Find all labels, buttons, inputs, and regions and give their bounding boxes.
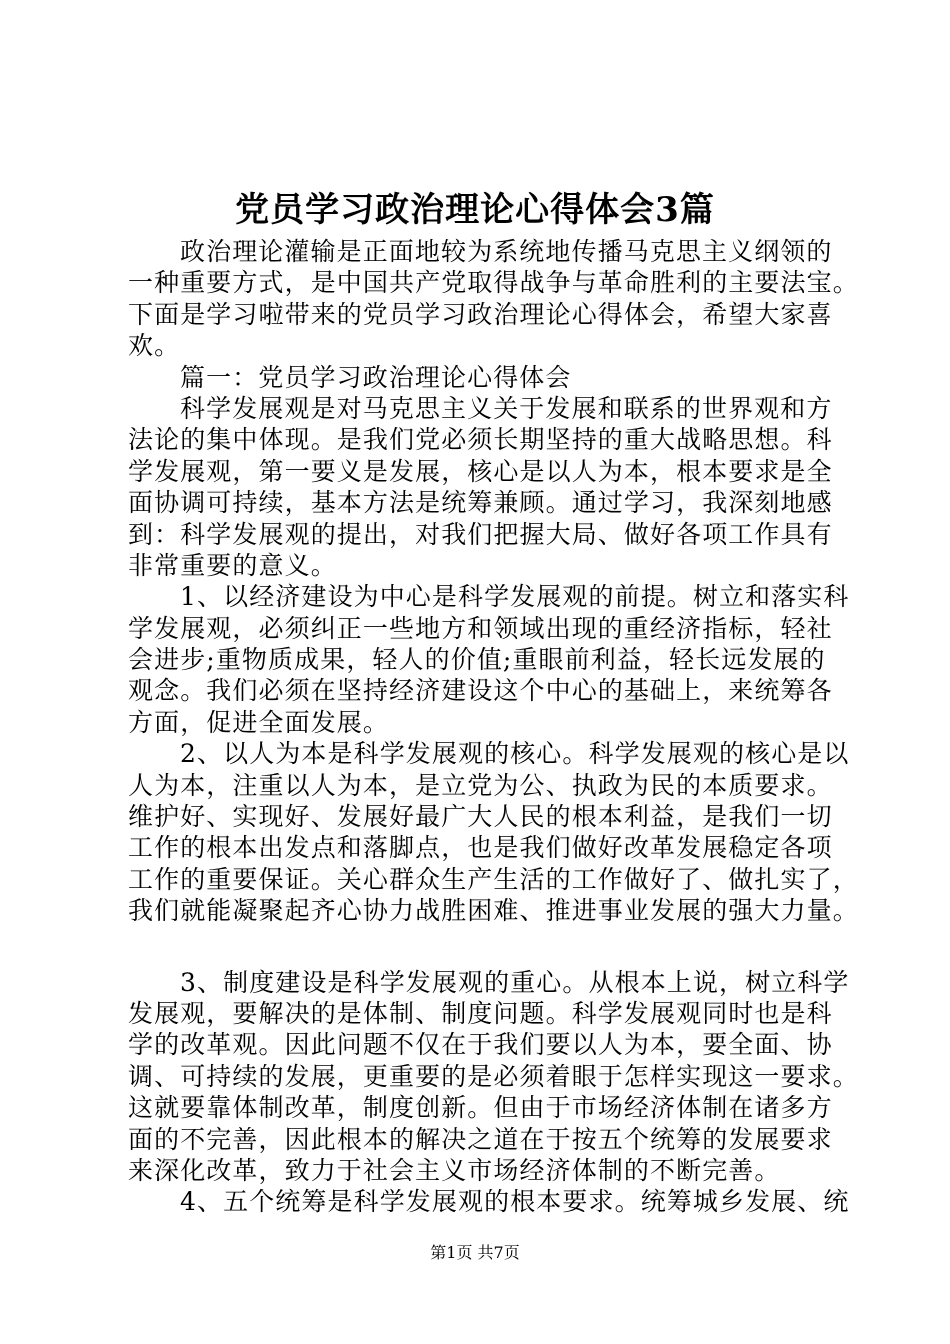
text-line: 3、制度建设是科学发展观的重心。从根本上说，树立科学 — [180, 967, 850, 997]
text-line: 发展观，要解决的是体制、制度问题。科学发展观同时也是科 — [128, 998, 833, 1028]
text-line: 法论的集中体现。是我们党必须长期坚持的重大战略思想。科 — [128, 425, 833, 455]
text-line: 调、可持续的发展，更重要的是必须着眼于怎样实现这一要求。 — [128, 1061, 859, 1091]
text-line: 到：科学发展观的提出，对我们把握大局、做好各项工作具有 — [128, 519, 833, 549]
text-line: 下面是学习啦带来的党员学习政治理论心得体会，希望大家喜 — [128, 299, 833, 329]
text-line: 来深化改革，致力于社会主义市场经济体制的不断完善。 — [128, 1155, 781, 1185]
text-line: 维护好、实现好、发展好最广大人民的根本利益，是我们一切 — [128, 802, 833, 832]
text-line: 一种重要方式，是中国共产党取得战争与革命胜利的主要法宝。 — [128, 268, 859, 298]
text-line: 科学发展观是对马克思主义关于发展和联系的世界观和方 — [180, 393, 833, 423]
text-line: 我们就能凝聚起齐心协力战胜困难、推进事业发展的强大力量。 — [128, 896, 859, 926]
text-line: 会进步;重物质成果，轻人的价值;重眼前利益，轻长远发展的 — [128, 645, 826, 675]
blank-line — [128, 927, 854, 967]
text-line: 4、五个统筹是科学发展观的根本要求。统筹城乡发展、统 — [180, 1187, 850, 1217]
text-line: 学的改革观。因此问题不仅在于我们要以人为本，要全面、协 — [128, 1030, 833, 1060]
text-line: 政治理论灌输是正面地较为系统地传播马克思主义纲领的 — [180, 237, 833, 266]
text-line: 工作的根本出发点和落脚点，也是我们做好改革发展稳定各项 — [128, 833, 833, 863]
text-line: 欢。 — [128, 331, 181, 361]
text-line: 工作的重要保证。关心群众生产生活的工作做好了、做扎实了， — [128, 864, 859, 894]
text-line: 2、以人为本是科学发展观的核心。科学发展观的核心是以 — [180, 739, 850, 769]
document-body — [128, 236, 859, 1218]
text-line: 这就要靠体制改革，制度创新。但由于市场经济体制在诸多方 — [128, 1093, 833, 1123]
text-line: 人为本，注重以人为本，是立党为公、执政为民的本质要求。 — [128, 770, 833, 800]
document-title: 党员学习政治理论心得体会3篇 — [235, 190, 715, 230]
text-line: 面的不完善，因此根本的解决之道在于按五个统筹的发展要求 — [128, 1124, 833, 1154]
text-line: 篇一：党员学习政治理论心得体会 — [180, 362, 572, 392]
text-line: 方面，促进全面发展。 — [128, 707, 390, 737]
text-line: 面协调可持续，基本方法是统筹兼顾。通过学习，我深刻地感 — [128, 488, 833, 518]
text-line: 观念。我们必须在坚持经济建设这个中心的基础上，来统筹各 — [128, 676, 833, 706]
text-line: 学发展观，第一要义是发展，核心是以人为本，根本要求是全 — [128, 456, 833, 486]
page-footer: 第1页 共7页 — [430, 1243, 520, 1262]
text-line: 非常重要的意义。 — [128, 550, 337, 580]
text-line: 1、以经济建设为中心是科学发展观的前提。树立和落实科 — [180, 582, 850, 612]
text-line: 学发展观，必须纠正一些地方和领域出现的重经济指标，轻社 — [128, 613, 833, 643]
